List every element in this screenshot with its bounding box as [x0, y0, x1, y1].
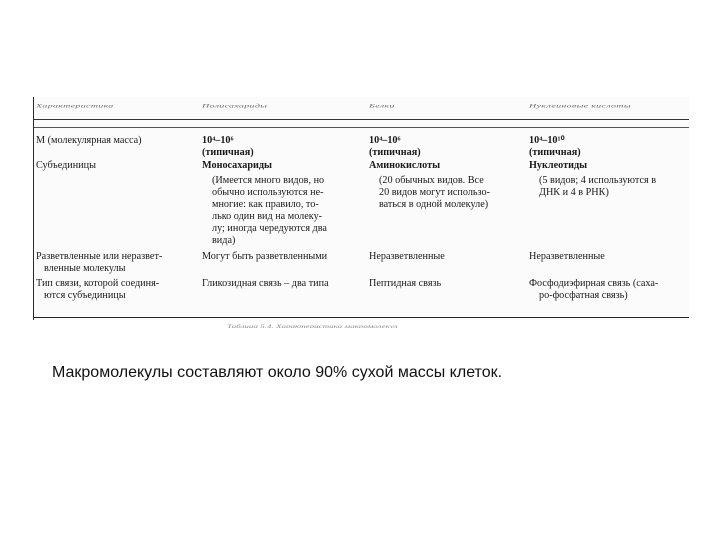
cell-value: Гликозидная связь – два типа [202, 278, 329, 289]
row-label: Разветвленные или неразвет- [36, 251, 163, 262]
row-label: М (молекулярная масса) [36, 135, 142, 146]
row-label: Субъединицы [36, 160, 96, 171]
cell-value: (типичная) [369, 147, 421, 158]
cell-value: (типичная) [529, 147, 581, 158]
cell-value: ро-фосфатная связь) [539, 290, 628, 301]
cell-value: Нуклеотиды [529, 160, 588, 171]
row-label: ются субъединицы [44, 290, 126, 301]
cell-value: (20 обычных видов. Все [379, 175, 484, 186]
cell-value: 10⁴–10⁶ [369, 135, 401, 146]
cell-value: лько один вид на молеку- [212, 211, 323, 222]
cell-value: лу; иногда чередуются два [212, 223, 327, 234]
table-header-row [34, 97, 689, 119]
cell-value: вида) [212, 235, 236, 246]
cell-value: (Имеется много видов, но [212, 175, 325, 186]
header-rule-secondary [34, 127, 689, 128]
body-text: Макромолекулы составляют около 90% сухой массы клеток. [52, 364, 503, 381]
cell-value: 20 видов могут использо- [379, 187, 491, 198]
header-characteristic: Характеристика [36, 103, 114, 110]
cell-value: Могут быть разветвленными [202, 251, 328, 262]
header-proteins: Белки [369, 103, 395, 110]
cell-value: Неразветвленные [369, 251, 445, 262]
cell-value: Фосфодиэфирная связь (саха- [529, 278, 659, 289]
cell-value: 10⁴–10⁶ [202, 135, 234, 146]
cell-value: Аминокислоты [369, 160, 441, 171]
header-polysaccharides: Полисахариды [202, 103, 268, 110]
row-label: вленные молекулы [44, 263, 126, 274]
table-caption [227, 318, 477, 328]
table-scan [33, 97, 689, 320]
row-label: Тип связи, которой соединя- [36, 278, 160, 289]
cell-value: Неразветвленные [529, 251, 605, 262]
table-caption-text: Таблица 5.4. Характеристика макромолекул [227, 323, 398, 328]
cell-value: Пептидная связь [369, 278, 442, 289]
header-rule [34, 119, 689, 120]
cell-value: 10⁴–10¹⁰ [529, 135, 565, 146]
cell-value: (5 видов; 4 используются в [539, 175, 657, 186]
header-nucleic-acids: Нуклеиновые кислоты [529, 103, 631, 110]
cell-value: Моносахариды [202, 160, 272, 171]
cell-value: (типичная) [202, 147, 254, 158]
cell-value: обычно используются не- [212, 187, 324, 198]
cell-value: ДНК и 4 в РНК) [539, 187, 609, 198]
cell-value: ваться в одной молекуле) [379, 199, 489, 210]
cell-value: многие: как правило, то- [212, 199, 319, 210]
